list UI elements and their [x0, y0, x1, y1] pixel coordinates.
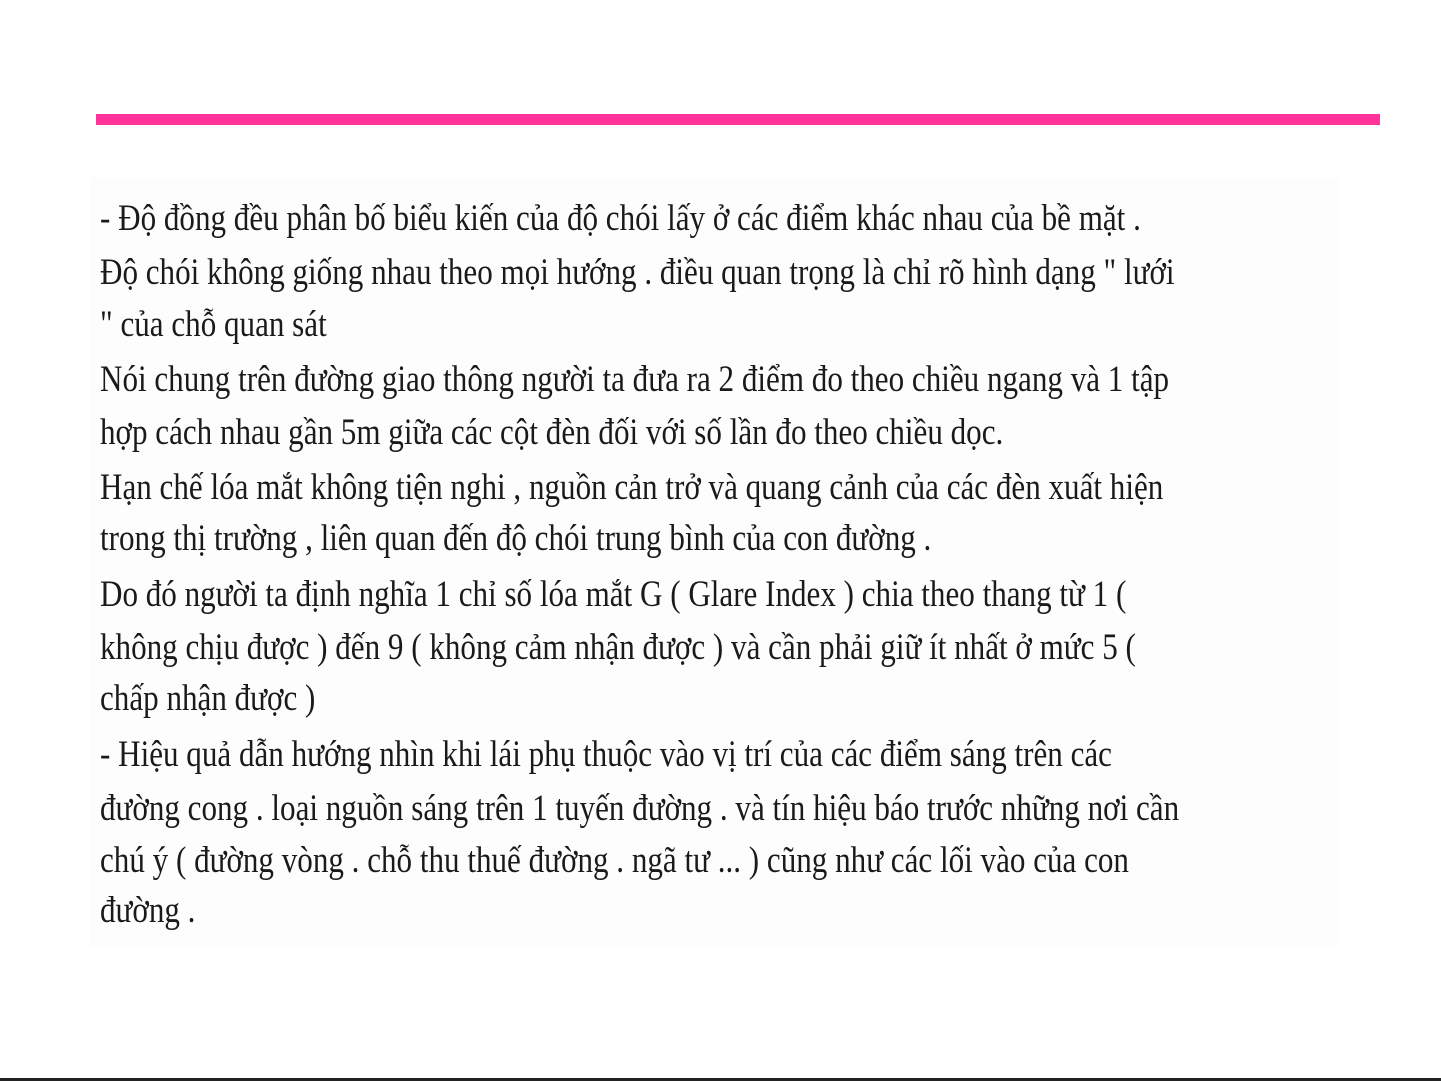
text-line: trong thị trường , liên quan đến độ chói trung bình của con đường .: [100, 518, 932, 559]
scanned-text-image: [90, 178, 1340, 948]
text-line: - Hiệu quả dẫn hướng nhìn khi lái phụ thuộc vào vị trí của các điểm sáng trên các: [100, 734, 1112, 775]
text-line: hợp cách nhau gần 5m giữa các cột đèn đối với số lần đo theo chiều dọc.: [100, 412, 1004, 453]
text-line: đường .: [100, 890, 196, 931]
text-line: Do đó người ta định nghĩa 1 chỉ số lóa mắt G ( Glare Index ) chia theo thang từ 1 (: [100, 574, 1127, 615]
text-line: " của chỗ quan sát: [100, 304, 327, 345]
text-line: Nói chung trên đường giao thông người ta đưa ra 2 điểm đo theo chiều ngang và 1 tập: [100, 359, 1170, 400]
text-line: Hạn chế lóa mắt không tiện nghi , nguồn cản trở và quang cảnh của các đèn xuất hiện: [100, 467, 1164, 508]
text-line: không chịu được ) đến 9 ( không cảm nhận được ) và cần phải giữ ít nhất ở mức 5 (: [100, 627, 1136, 668]
text-line: đường cong . loại nguồn sáng trên 1 tuyến đường . và tín hiệu báo trước những nơi cần: [100, 788, 1180, 829]
text-line: Độ chói không giống nhau theo mọi hướng . điều quan trọng là chỉ rõ hình dạng " lưới: [100, 252, 1175, 293]
text-line: chú ý ( đường vòng . chỗ thu thuế đường . ngã tư ... ) cũng như các lối vào của con: [100, 840, 1129, 881]
text-line: chấp nhận được ): [100, 678, 316, 719]
text-line: - Độ đồng đều phân bố biểu kiến của độ chói lấy ở các điểm khác nhau của bề mặt .: [100, 198, 1141, 239]
title-accent-bar: [96, 114, 1380, 125]
